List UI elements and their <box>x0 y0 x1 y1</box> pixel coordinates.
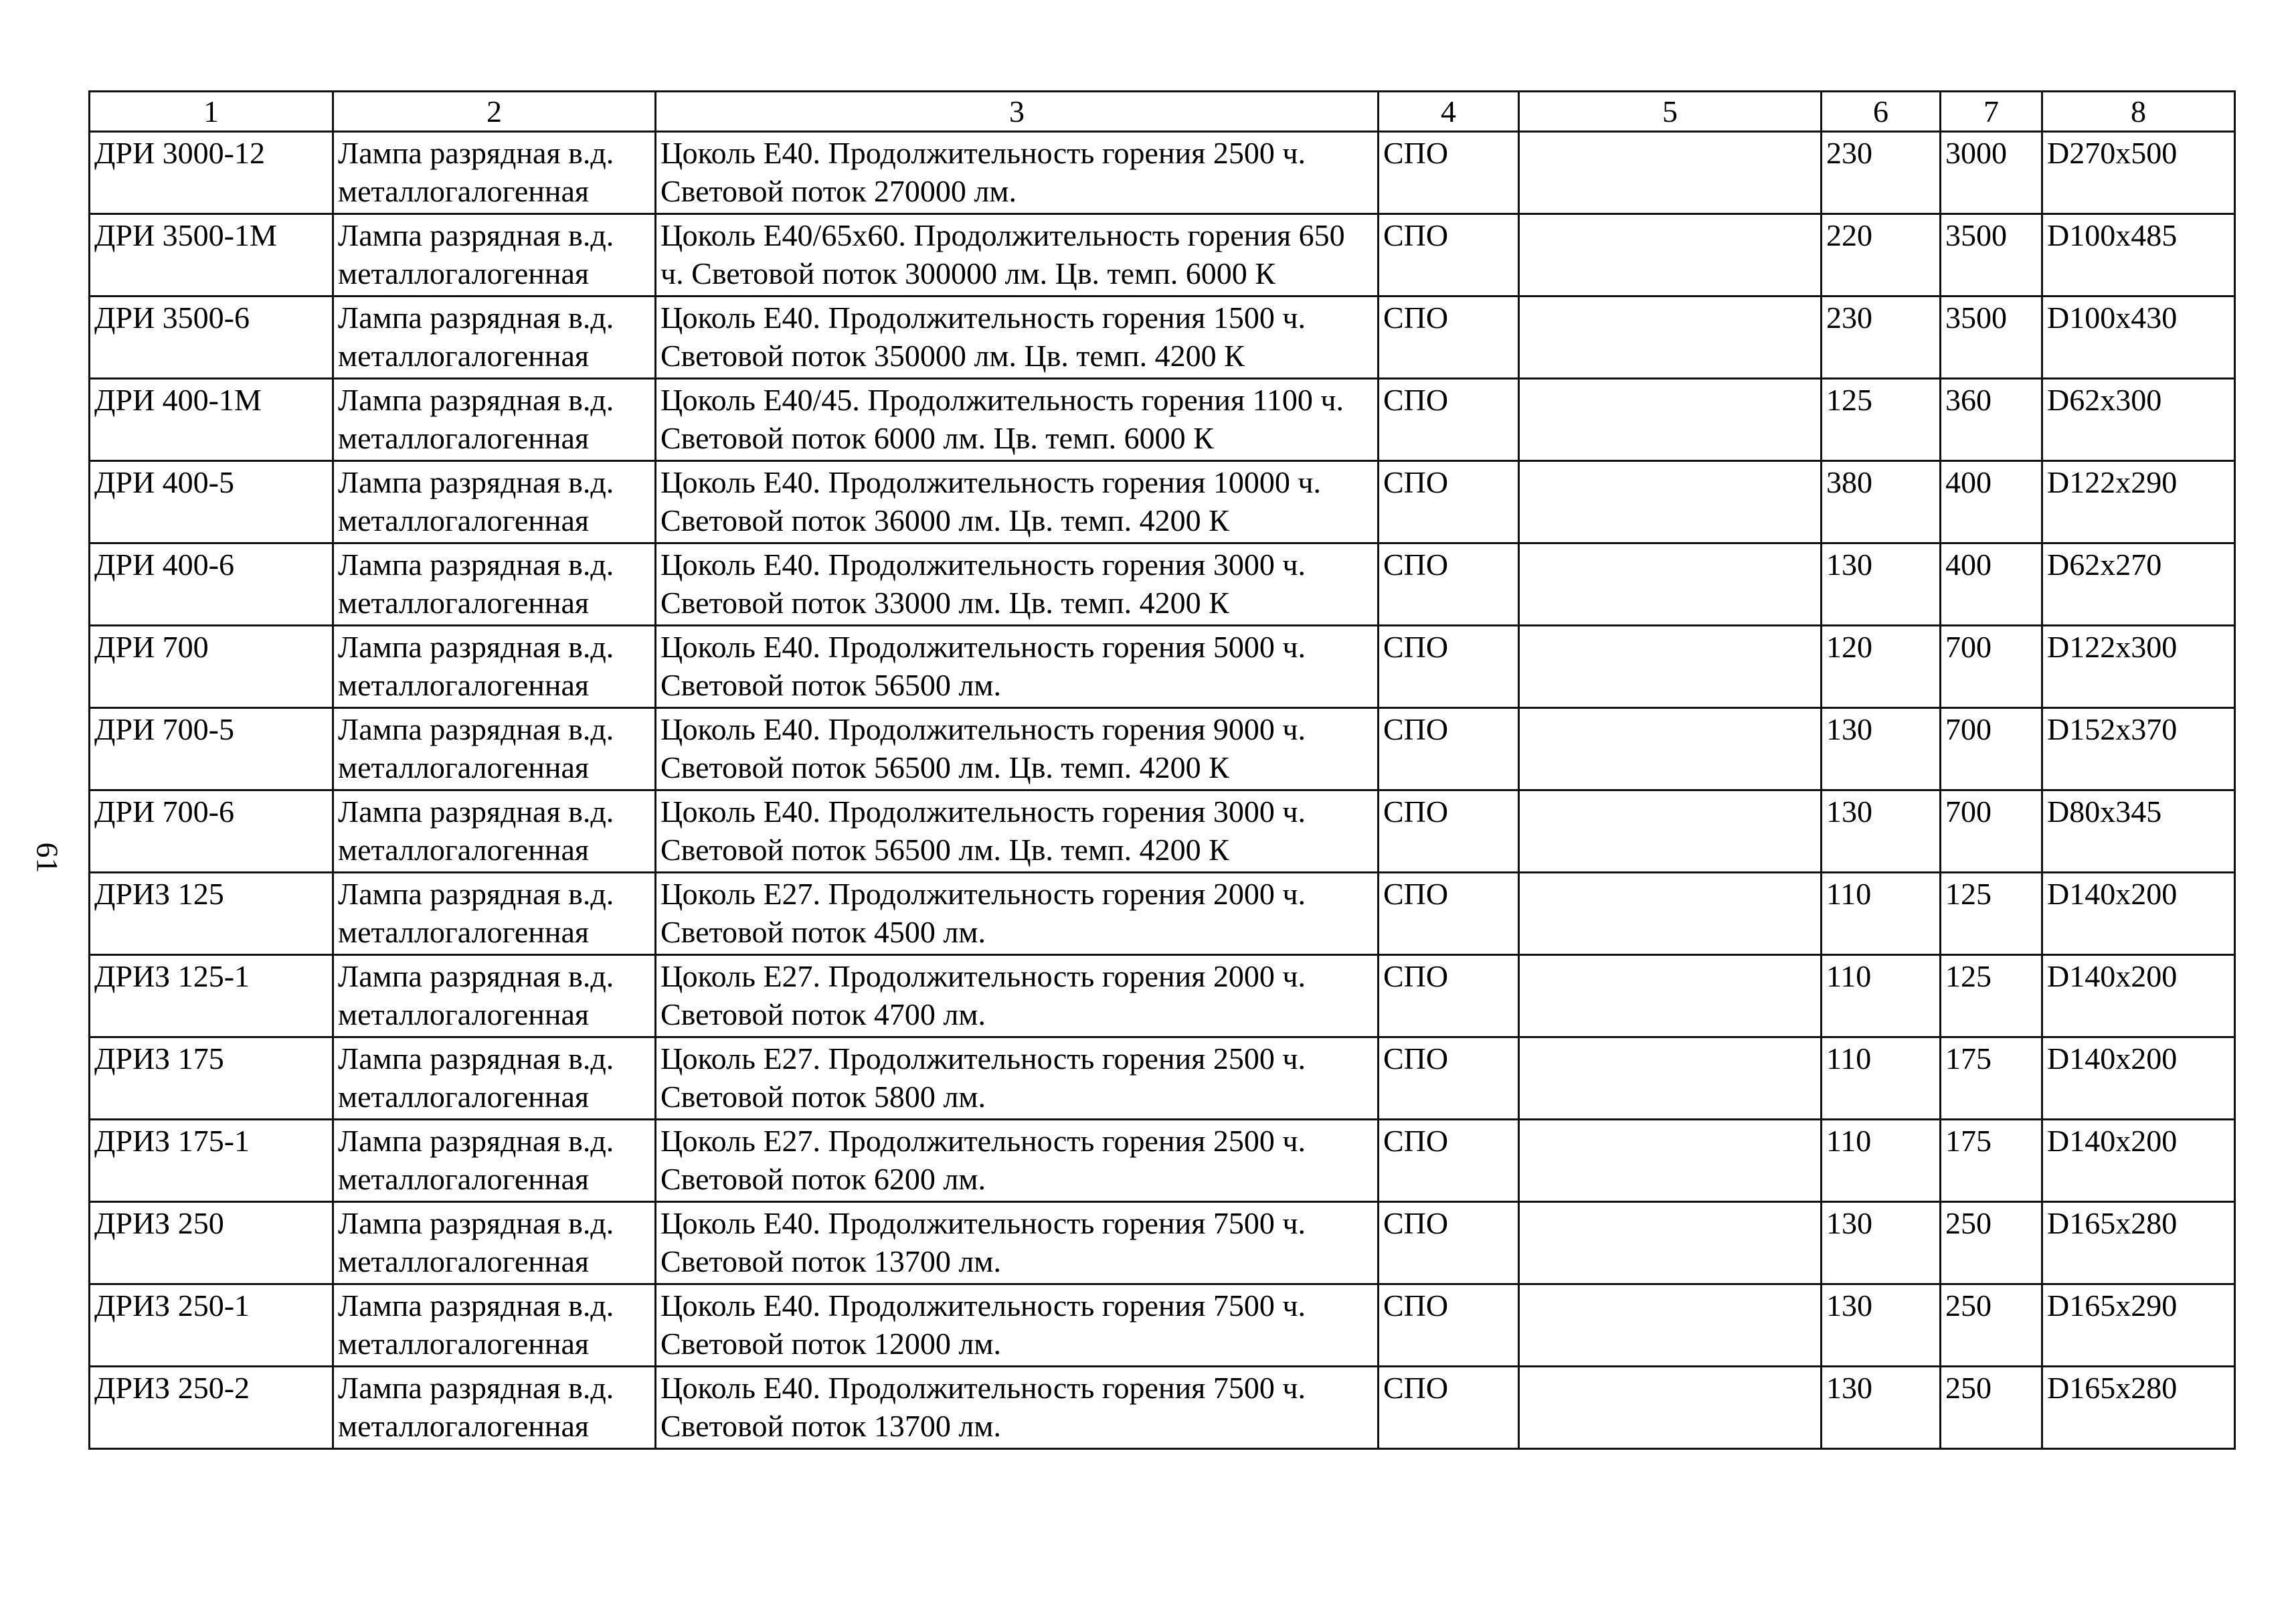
table-row <box>90 626 2235 708</box>
column5-cell <box>1519 543 1822 626</box>
voltage-cell: 110 <box>1822 1120 1941 1202</box>
description-cell: Цоколь Е40/65х60. Продолжительность горения 650 ч. Световой поток 300000 лм. Цв. темп. 6000 К <box>656 214 1379 297</box>
type-cell: Лампа разрядная в.д. металлогалогенная <box>333 214 656 297</box>
description-cell: Цоколь Е40. Продолжительность горения 2500 ч. Световой поток 270000 лм. <box>656 132 1379 214</box>
type-cell: Лампа разрядная в.д. металлогалогенная <box>333 1202 656 1284</box>
column-header-4: 4 <box>1379 92 1519 132</box>
standard-cell: СПО <box>1379 873 1519 955</box>
dimensions-cell: D100x430 <box>2042 297 2235 379</box>
designation-cell: ДРИЗ 175-1 <box>90 1120 333 1202</box>
power-cell: 360 <box>1941 379 2042 461</box>
column5-cell <box>1519 790 1822 873</box>
standard-cell: СПО <box>1379 543 1519 626</box>
designation-cell: ДРИ 700 <box>90 626 333 708</box>
power-cell: 250 <box>1941 1202 2042 1284</box>
table-body <box>90 132 2235 1449</box>
dimensions-cell: D165x290 <box>2042 1284 2235 1367</box>
dimensions-cell: D270x500 <box>2042 132 2235 214</box>
voltage-cell: 230 <box>1822 132 1941 214</box>
dimensions-cell: D140x200 <box>2042 955 2235 1037</box>
table-row <box>90 790 2235 873</box>
designation-cell: ДРИЗ 175 <box>90 1037 333 1120</box>
page-number: 61 <box>30 842 65 873</box>
dimensions-cell: D152x370 <box>2042 708 2235 790</box>
description-cell: Цоколь Е27. Продолжительность горения 2500 ч. Световой поток 5800 лм. <box>656 1037 1379 1120</box>
description-cell: Цоколь Е40. Продолжительность горения 5000 ч. Световой поток 56500 лм. <box>656 626 1379 708</box>
description-cell: Цоколь Е40. Продолжительность горения 7500 ч. Световой поток 12000 лм. <box>656 1284 1379 1367</box>
table-row <box>90 543 2235 626</box>
type-cell: Лампа разрядная в.д. металлогалогенная <box>333 461 656 543</box>
power-cell: 400 <box>1941 461 2042 543</box>
type-cell: Лампа разрядная в.д. металлогалогенная <box>333 626 656 708</box>
type-cell: Лампа разрядная в.д. металлогалогенная <box>333 1284 656 1367</box>
description-cell: Цоколь Е27. Продолжительность горения 2000 ч. Световой поток 4500 лм. <box>656 873 1379 955</box>
power-cell: 125 <box>1941 955 2042 1037</box>
power-cell: 125 <box>1941 873 2042 955</box>
voltage-cell: 130 <box>1822 708 1941 790</box>
table-row <box>90 873 2235 955</box>
designation-cell: ДРИ 400-5 <box>90 461 333 543</box>
type-cell: Лампа разрядная в.д. металлогалогенная <box>333 543 656 626</box>
designation-cell: ДРИЗ 250-1 <box>90 1284 333 1367</box>
type-cell: Лампа разрядная в.д. металлогалогенная <box>333 790 656 873</box>
lamp-spec-table <box>88 90 2236 1450</box>
voltage-cell: 130 <box>1822 1367 1941 1449</box>
column-header-6: 6 <box>1822 92 1941 132</box>
table-row <box>90 379 2235 461</box>
column5-cell <box>1519 214 1822 297</box>
standard-cell: СПО <box>1379 1284 1519 1367</box>
table-row <box>90 955 2235 1037</box>
dimensions-cell: D62x270 <box>2042 543 2235 626</box>
voltage-cell: 125 <box>1822 379 1941 461</box>
standard-cell: СПО <box>1379 132 1519 214</box>
dimensions-cell: D122x290 <box>2042 461 2235 543</box>
type-cell: Лампа разрядная в.д. металлогалогенная <box>333 873 656 955</box>
type-cell: Лампа разрядная в.д. металлогалогенная <box>333 708 656 790</box>
type-cell: Лампа разрядная в.д. металлогалогенная <box>333 955 656 1037</box>
designation-cell: ДРИ 400-1М <box>90 379 333 461</box>
header-row <box>90 92 2235 132</box>
description-cell: Цоколь Е40. Продолжительность горения 3000 ч. Световой поток 56500 лм. Цв. темп. 4200 К <box>656 790 1379 873</box>
voltage-cell: 130 <box>1822 1202 1941 1284</box>
table-row <box>90 297 2235 379</box>
power-cell: 700 <box>1941 626 2042 708</box>
standard-cell: СПО <box>1379 955 1519 1037</box>
designation-cell: ДРИ 700-5 <box>90 708 333 790</box>
power-cell: 250 <box>1941 1367 2042 1449</box>
column-header-3: 3 <box>656 92 1379 132</box>
voltage-cell: 110 <box>1822 955 1941 1037</box>
description-cell: Цоколь Е40. Продолжительность горения 3000 ч. Световой поток 33000 лм. Цв. темп. 4200 К <box>656 543 1379 626</box>
dimensions-cell: D140x200 <box>2042 1037 2235 1120</box>
description-cell: Цоколь Е40. Продолжительность горения 1500 ч. Световой поток 350000 лм. Цв. темп. 4200 К <box>656 297 1379 379</box>
column5-cell <box>1519 955 1822 1037</box>
standard-cell: СПО <box>1379 379 1519 461</box>
description-cell: Цоколь Е27. Продолжительность горения 2500 ч. Световой поток 6200 лм. <box>656 1120 1379 1202</box>
column5-cell <box>1519 461 1822 543</box>
dimensions-cell: D100x485 <box>2042 214 2235 297</box>
description-cell: Цоколь Е40. Продолжительность горения 10000 ч. Световой поток 36000 лм. Цв. темп. 4200 К <box>656 461 1379 543</box>
table-row <box>90 708 2235 790</box>
power-cell: 250 <box>1941 1284 2042 1367</box>
type-cell: Лампа разрядная в.д. металлогалогенная <box>333 1120 656 1202</box>
column5-cell <box>1519 132 1822 214</box>
designation-cell: ДРИЗ 250 <box>90 1202 333 1284</box>
column5-cell <box>1519 379 1822 461</box>
column-header-5: 5 <box>1519 92 1822 132</box>
description-cell: Цоколь Е40. Продолжительность горения 9000 ч. Световой поток 56500 лм. Цв. темп. 4200 К <box>656 708 1379 790</box>
standard-cell: СПО <box>1379 297 1519 379</box>
standard-cell: СПО <box>1379 214 1519 297</box>
standard-cell: СПО <box>1379 1120 1519 1202</box>
description-cell: Цоколь Е40. Продолжительность горения 7500 ч. Световой поток 13700 лм. <box>656 1367 1379 1449</box>
type-cell: Лампа разрядная в.д. металлогалогенная <box>333 1037 656 1120</box>
designation-cell: ДРИЗ 125-1 <box>90 955 333 1037</box>
column-header-7: 7 <box>1941 92 2042 132</box>
description-cell: Цоколь Е27. Продолжительность горения 2000 ч. Световой поток 4700 лм. <box>656 955 1379 1037</box>
dimensions-cell: D165x280 <box>2042 1202 2235 1284</box>
voltage-cell: 120 <box>1822 626 1941 708</box>
column5-cell <box>1519 1367 1822 1449</box>
table-row <box>90 214 2235 297</box>
voltage-cell: 130 <box>1822 790 1941 873</box>
column5-cell <box>1519 873 1822 955</box>
standard-cell: СПО <box>1379 1367 1519 1449</box>
column5-cell <box>1519 1284 1822 1367</box>
dimensions-cell: D165x280 <box>2042 1367 2235 1449</box>
column5-cell <box>1519 626 1822 708</box>
table-row <box>90 1284 2235 1367</box>
power-cell: 175 <box>1941 1037 2042 1120</box>
designation-cell: ДРИЗ 250-2 <box>90 1367 333 1449</box>
standard-cell: СПО <box>1379 790 1519 873</box>
standard-cell: СПО <box>1379 708 1519 790</box>
power-cell: 3000 <box>1941 132 2042 214</box>
voltage-cell: 110 <box>1822 1037 1941 1120</box>
type-cell: Лампа разрядная в.д. металлогалогенная <box>333 297 656 379</box>
column-header-1: 1 <box>90 92 333 132</box>
standard-cell: СПО <box>1379 1202 1519 1284</box>
voltage-cell: 220 <box>1822 214 1941 297</box>
type-cell: Лампа разрядная в.д. металлогалогенная <box>333 1367 656 1449</box>
designation-cell: ДРИ 3500-6 <box>90 297 333 379</box>
standard-cell: СПО <box>1379 461 1519 543</box>
voltage-cell: 130 <box>1822 1284 1941 1367</box>
power-cell: 700 <box>1941 708 2042 790</box>
table-row <box>90 1202 2235 1284</box>
table-row <box>90 1120 2235 1202</box>
designation-cell: ДРИ 3500-1М <box>90 214 333 297</box>
table-header <box>90 92 2235 132</box>
power-cell: 700 <box>1941 790 2042 873</box>
table-row <box>90 1037 2235 1120</box>
table-row <box>90 461 2235 543</box>
voltage-cell: 230 <box>1822 297 1941 379</box>
table-row <box>90 1367 2235 1449</box>
power-cell: 175 <box>1941 1120 2042 1202</box>
table-row <box>90 132 2235 214</box>
column5-cell <box>1519 1202 1822 1284</box>
dimensions-cell: D140x200 <box>2042 873 2235 955</box>
standard-cell: СПО <box>1379 1037 1519 1120</box>
column5-cell <box>1519 1037 1822 1120</box>
type-cell: Лампа разрядная в.д. металлогалогенная <box>333 132 656 214</box>
designation-cell: ДРИ 700-6 <box>90 790 333 873</box>
designation-cell: ДРИ 400-6 <box>90 543 333 626</box>
dimensions-cell: D80x345 <box>2042 790 2235 873</box>
type-cell: Лампа разрядная в.д. металлогалогенная <box>333 379 656 461</box>
dimensions-cell: D122x300 <box>2042 626 2235 708</box>
standard-cell: СПО <box>1379 626 1519 708</box>
column5-cell <box>1519 708 1822 790</box>
column-header-2: 2 <box>333 92 656 132</box>
column5-cell <box>1519 1120 1822 1202</box>
voltage-cell: 110 <box>1822 873 1941 955</box>
dimensions-cell: D140x200 <box>2042 1120 2235 1202</box>
column-header-8: 8 <box>2042 92 2235 132</box>
description-cell: Цоколь Е40/45. Продолжительность горения 1100 ч. Световой поток 6000 лм. Цв. темп. 6000 К <box>656 379 1379 461</box>
designation-cell: ДРИЗ 125 <box>90 873 333 955</box>
description-cell: Цоколь Е40. Продолжительность горения 7500 ч. Световой поток 13700 лм. <box>656 1202 1379 1284</box>
column5-cell <box>1519 297 1822 379</box>
power-cell: 400 <box>1941 543 2042 626</box>
designation-cell: ДРИ 3000-12 <box>90 132 333 214</box>
voltage-cell: 380 <box>1822 461 1941 543</box>
power-cell: 3500 <box>1941 214 2042 297</box>
dimensions-cell: D62x300 <box>2042 379 2235 461</box>
power-cell: 3500 <box>1941 297 2042 379</box>
voltage-cell: 130 <box>1822 543 1941 626</box>
